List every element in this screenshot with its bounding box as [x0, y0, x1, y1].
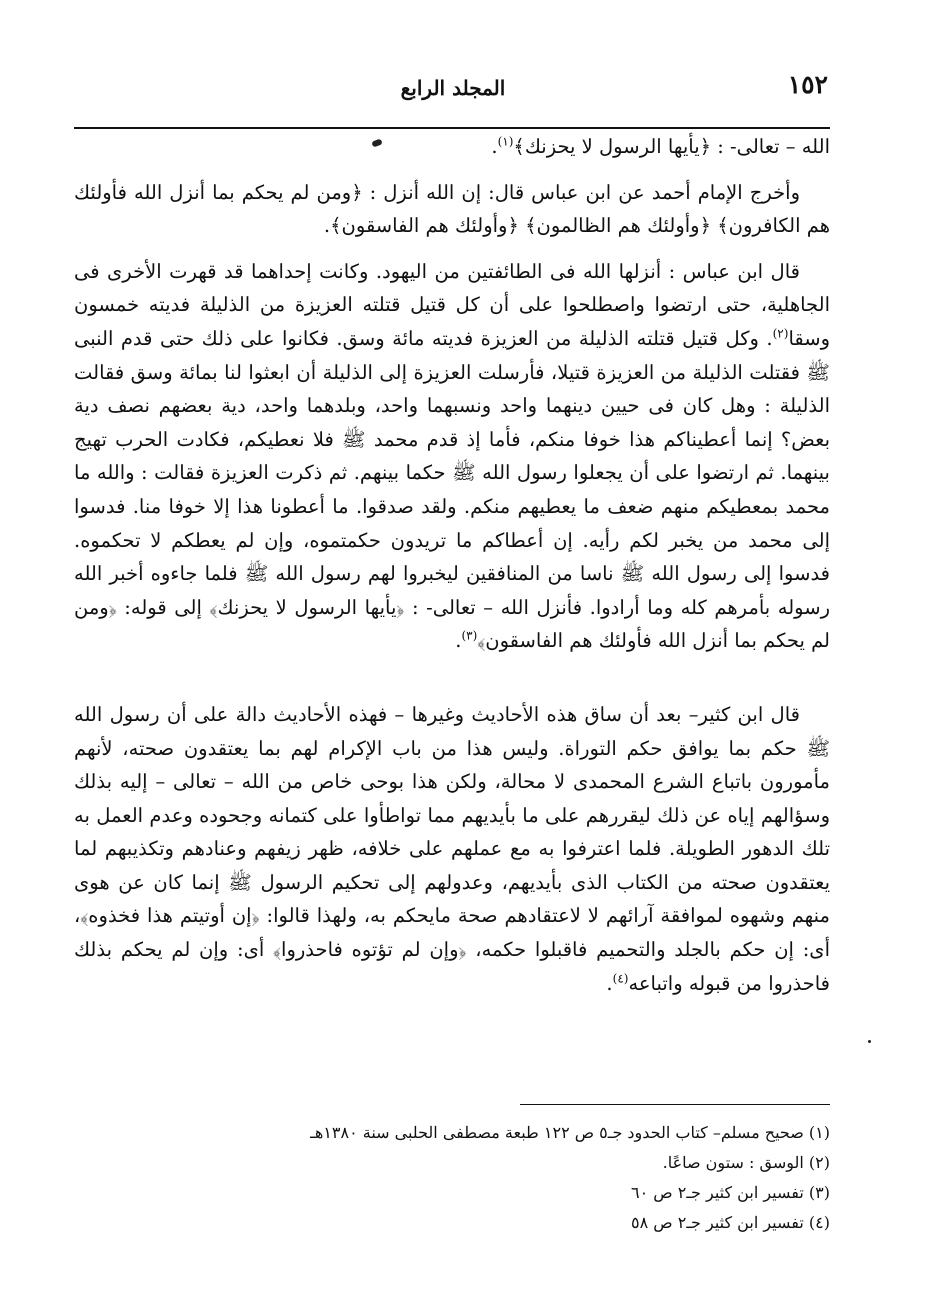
footnote-ref-4: (٤) — [612, 971, 629, 986]
running-title: المجلد الرابع — [400, 76, 506, 100]
paragraph-1-text: الله – تعالى- : ﴿يأيها الرسول لا يحزنك﴾ — [513, 135, 830, 158]
footnote-ref-2: (٢) — [772, 326, 789, 341]
paragraph-3-text-b: . وكل قتيل قتلته الذليلة من العزيزة فديته مائة وسق. فكانوا على ذلك حتى قدم النبى ﷺ فقتلت الذليلة من العزيزة قتيلا، فأرسلت العزيزة إلى الذليلة أن ابعثوا لنا بمائة وسق فقالت الذليلة : وهل كان فى حيين دينهما واحد ونسبهما واحد، وبلدهما واحد، دية بعضهم نصف دية بعض؟ إنما أعطيناكم هذا خوفا منكم، فأما إذ قدم محمد ﷺ فلا نعطيكم، فكادت الحرب تهيج بينهما. ثم ارتضوا على أن يجعلوا رسول الله ﷺ حكما بينهم. ثم ذكرت العزيزة فقالت : والله ما محمد بمعطيكم منهم ضعف ما يعطيهم منكم. ولقد صدقوا. ما أعطونا هذا إلا خوفا منا. فدسوا إلى محمد من يخبر لكم رأيه. إن أعطاكم ما تريدون حكمتموه، وإن لم يعطكم لا تحكموه. فدسوا إلى رسول الله ﷺ ناسا من المنافقين ليخبروا لهم رسول الله ﷺ فلما جاءوه أخبر الله رسوله بأمرهم كله وما أرادوا. فأنزل الله – تعالى- : ﴿يأيها الرسول لا يحزنك﴾ إلى قوله: ﴿ومن لم يحكم بما أنزل الله فأولئك هم الفاسقون﴾ — [74, 326, 830, 653]
footnote-rule — [520, 1104, 830, 1105]
paragraph-4-text: قال ابن كثير– بعد أن ساق هذه الأحاديث وغيرها – فهذه الأحاديث دالة على أن رسول الله ﷺ حكم بما يوافق حكم التوراة. وليس هذا من باب الإكرام لهم بما يعتقدون صحته، لأنهم مأمورون باتباع الشرع المحمدى لا محالة، ولكن هذا بوحى خاص من الله – تعالى – إليه بذلك وسؤالهم إياه عن ذلك ليقررهم على ما بأيديهم مما تواطأوا على كتمانه وجحوده وعدم العمل به تلك الدهور الطويلة. فلما اعترفوا به مع عملهم على خلافه، ظهر زيفهم وعنادهم وتكذيبهم لما يعتقدون صحته من الكتاب الذى بأيديهم، وعدولهم إلى تحكيم الرسول ﷺ إنما كان عن هوى منهم وشهوه لموافقة آرائهم لا لاعتقادهم صحة مايحكم به، ولهذا قالوا: ﴿إن أوتيتم هذا فخذوه﴾، أى: إن حكم بالجلد والتحميم فاقبلوا حكمه، ﴿وإن لم تؤتوه فاحذروا﴾ أى: وإن لم يحكم بذلك فاحذروا من قبوله واتباعه — [74, 702, 830, 995]
footnote-3: (٣) تفسير ابن كثير جـ٢ ص ٦٠ — [631, 1183, 830, 1202]
page-header — [78, 70, 828, 106]
main-text — [74, 130, 830, 1000]
page-number: ١٥٢ — [787, 70, 828, 99]
footnote-1: (١) صحيح مسلم– كتاب الحدود جـ٥ ص ١٢٢ طبعة مصطفى الحلبى سنة ١٣٨٠هـ — [310, 1123, 830, 1142]
footnotes — [190, 1118, 830, 1238]
header-rule — [74, 127, 830, 129]
footnote-ref-3: (٣) — [461, 628, 478, 643]
ink-dot — [868, 1040, 871, 1043]
paragraph-3: قال ابن عباس : أنزلها الله فى الطائفتين من اليهود. وكانت إحداهما قد قهرت الأخرى فى الجاهلية، حتى ارتضوا واصطلحوا على أن كل قتيل قتلته العزيزة من الذليلة فديته خمسون وسقا$^{(٢)}$. وكل قتيل قتلته الذليلة من العزيزة فديته مائة وسق. فكانوا على ذلك حتى قدم النبى ﷺ فقتلت الذليلة من العزيزة قتيلا، فأرسلت العزيزة إلى الذليلة أن ابعثوا لنا بمائة وسق فقالت الذليلة : وهل كان فى حيين دينهما واحد ونسبهما واحد، وبلدهما واحد، دية بعضهم نصف دية بعض؟ إنما أعطيناكم هذا خوفا منكم، فأما إذ قدم محمد ﷺ فلا نعطيكم، فكادت الحرب تهيج بينهما. ثم ارتضوا على أن يجعلوا رسول الله ﷺ حكما بينهم. ثم ذكرت العزيزة فقالت : والله ما محمد بمعطيكم منهم ضعف ما يعطيهم منكم. ولقد صدقوا. ما أعطونا هذا إلا خوفا منا. فدسوا إلى محمد من يخبر لكم رأيه. إن أعطاكم ما تريدون حكمتموه، وإن لم يعطكم لا تحكموه. فدسوا إلى رسول الله ﷺ ناسا من المنافقين ليخبروا لهم رسول الله ﷺ فلما جاءوه أخبر الله رسوله بأمرهم كله وما أرادوا. فأنزل الله – تعالى- : ﴿يأيها الرسول لا يحزنك﴾ إلى قوله: ﴿ومن لم يحكم بما أنزل الله فأولئك هم الفاسقون﴾$^{(٣)}$. — [74, 259, 830, 653]
footnote-4: (٤) تفسير ابن كثير جـ٢ ص ٥٨ — [631, 1213, 830, 1232]
paragraph-1: الله – تعالى- : ﴿يأيها الرسول لا يحزنك﴾$^{(١)}$. — [491, 134, 830, 158]
footnote-ref-1: (١) — [497, 134, 514, 149]
paragraph-3-text-a: قال ابن عباس : أنزلها الله فى الطائفتين من اليهود. وكانت إحداهما قد قهرت الأخرى فى الجاهلية، حتى ارتضوا واصطلحوا على أن كل قتيل قتلته العزيزة من الذليلة فديته خمسون وسقا — [74, 259, 830, 350]
footnote-2: (٢) الوسق : ستون صاعًا. — [662, 1153, 830, 1172]
paragraph-4: قال ابن كثير– بعد أن ساق هذه الأحاديث وغيرها – فهذه الأحاديث دالة على أن رسول الله ﷺ حكم بما يوافق حكم التوراة. وليس هذا من باب الإكرام لهم بما يعتقدون صحته، لأنهم مأمورون باتباع الشرع المحمدى لا محالة، ولكن هذا بوحى خاص من الله – تعالى – إليه بذلك وسؤالهم إياه عن ذلك ليقررهم على ما بأيديهم مما تواطأوا على كتمانه وجحوده وعدم العمل به تلك الدهور الطويلة. فلما اعترفوا به مع عملهم على خلافه، ظهر زيفهم وعنادهم وتكذيبهم لما يعتقدون صحته من الكتاب الذى بأيديهم، وعدولهم إلى تحكيم الرسول ﷺ إنما كان عن هوى منهم وشهوه لموافقة آرائهم لا لاعتقادهم صحة مايحكم به، ولهذا قالوا: ﴿إن أوتيتم هذا فخذوه﴾، أى: إن حكم بالجلد والتحميم فاقبلوا حكمه، ﴿وإن لم تؤتوه فاحذروا﴾ أى: وإن لم يحكم بذلك فاحذروا من قبوله واتباعه$^{(٤)}$. — [74, 702, 830, 995]
paragraph-2: وأخرج الإمام أحمد عن ابن عباس قال: إن الله أنزل : ﴿ومن لم يحكم بما أنزل الله فأولئك هم الكافرون﴾ ﴿وأولئك هم الظالمون﴾ ﴿وأولئك هم الفاسقون﴾. — [74, 180, 830, 238]
